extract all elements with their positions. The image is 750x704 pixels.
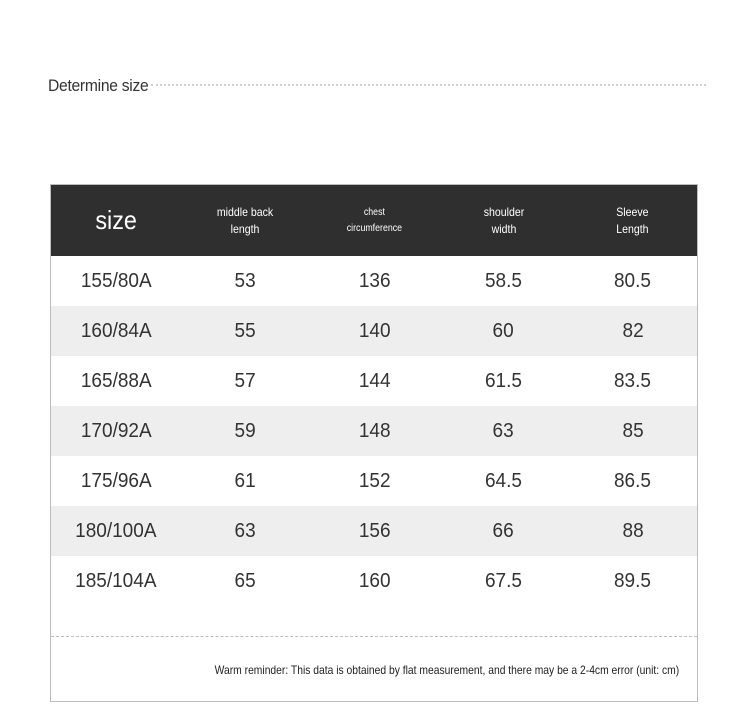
cell-sleeve-length: 80.5 <box>614 269 652 292</box>
cell-chest-circumference: 140 <box>358 319 391 342</box>
cell-size: 180/100A <box>75 519 157 542</box>
cell-sleeve-length: 89.5 <box>614 569 652 592</box>
cell-shoulder-width: 61.5 <box>485 369 523 392</box>
cell-middle-back-length: 53 <box>234 269 256 292</box>
cell-shoulder-width: 63 <box>493 419 515 442</box>
cell-chest-circumference: 152 <box>358 469 391 492</box>
table-row <box>51 506 697 556</box>
cell-size: 170/92A <box>80 419 152 442</box>
table-body <box>51 256 697 606</box>
warm-reminder-note: Warm reminder: This data is obtained by flat measurement, and there may be a 2-4cm error (unit: cm) <box>214 663 679 677</box>
cell-middle-back-length: 59 <box>234 419 256 442</box>
cell-size: 160/84A <box>80 319 152 342</box>
cell-chest-circumference: 160 <box>358 569 391 592</box>
cell-chest-circumference: 148 <box>358 419 391 442</box>
section-header <box>48 74 706 98</box>
table-row <box>51 556 697 606</box>
cell-chest-circumference: 156 <box>358 519 391 542</box>
table-row <box>51 306 697 356</box>
cell-size: 185/104A <box>75 569 157 592</box>
header-chest-circumference: chest circumference <box>346 206 403 234</box>
cell-shoulder-width: 64.5 <box>485 469 523 492</box>
header-middle-back-length: middle back length <box>217 204 274 236</box>
cell-sleeve-length: 83.5 <box>614 369 652 392</box>
cell-shoulder-width: 60 <box>493 319 515 342</box>
cell-sleeve-length: 82 <box>622 319 644 342</box>
table-row <box>51 456 697 506</box>
cell-middle-back-length: 55 <box>234 319 256 342</box>
size-table <box>50 184 698 702</box>
cell-middle-back-length: 63 <box>234 519 256 542</box>
cell-sleeve-length: 88 <box>622 519 644 542</box>
header-shoulder-width: shoulder width <box>483 204 524 236</box>
section-title: Determine size <box>48 76 149 95</box>
cell-size: 175/96A <box>80 469 152 492</box>
table-row <box>51 256 697 306</box>
cell-middle-back-length: 65 <box>234 569 256 592</box>
cell-shoulder-width: 58.5 <box>485 269 523 292</box>
table-row <box>51 356 697 406</box>
cell-chest-circumference: 136 <box>358 269 391 292</box>
cell-shoulder-width: 67.5 <box>485 569 523 592</box>
header-size: size <box>94 205 137 235</box>
cell-chest-circumference: 144 <box>358 369 391 392</box>
cell-middle-back-length: 57 <box>234 369 256 392</box>
table-header-row <box>51 185 697 256</box>
table-row <box>51 406 697 456</box>
cell-sleeve-length: 86.5 <box>614 469 652 492</box>
dashed-divider <box>51 636 697 637</box>
header-sleeve-length: Sleeve Length <box>616 204 649 236</box>
dotted-divider <box>151 84 706 86</box>
cell-sleeve-length: 85 <box>622 419 644 442</box>
cell-shoulder-width: 66 <box>493 519 515 542</box>
cell-middle-back-length: 61 <box>234 469 256 492</box>
cell-size: 165/88A <box>80 369 152 392</box>
cell-size: 155/80A <box>80 269 152 292</box>
